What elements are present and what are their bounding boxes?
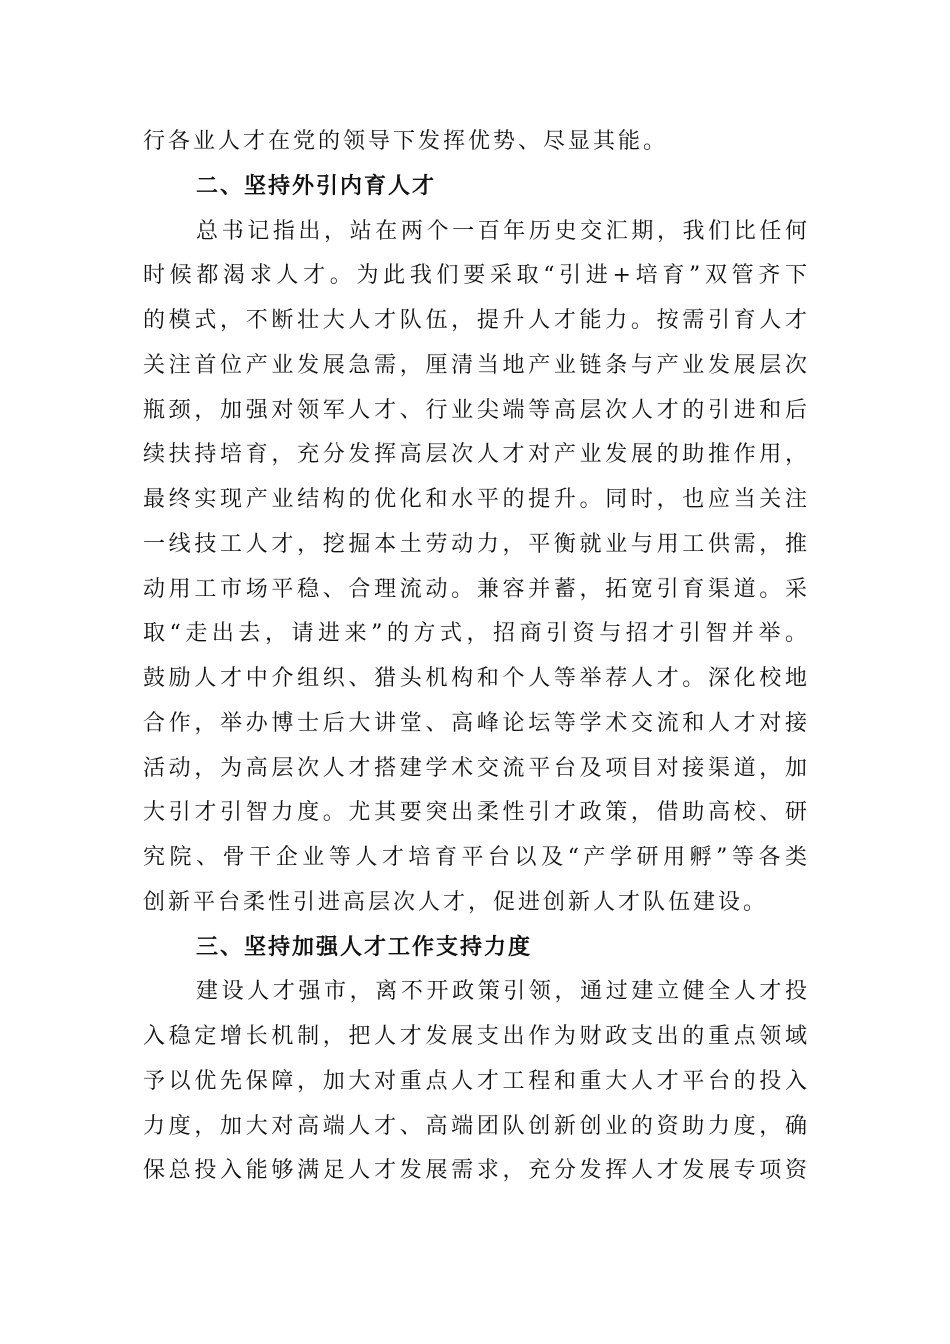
text-line: 鼓励人才中介组织、猎头机构和个人等举荐人才。深化校地: [143, 666, 808, 691]
text-line: 创新平台柔性引进高层次人才，促进创新人才队伍建设。: [143, 889, 769, 915]
document-page: [143, 120, 808, 1194]
section-2: [143, 165, 808, 926]
text-line: 瓶颈，加强对领军人才、行业尖端等高层次人才的引进和后: [143, 397, 808, 423]
text-line: 保总投入能够满足人才发展需求，充分发挥人才发展专项资: [143, 1158, 808, 1184]
text-line: 予以优先保障，加大对重点人才工程和重大人才平台的投入: [143, 1068, 808, 1094]
text-line: 的模式，不断壮大人才队伍，提升人才能力。按需引育人才: [143, 308, 808, 333]
text-line: 行各业人才在党的领导下发挥优势、尽显其能。: [143, 129, 669, 154]
text-line: 一线技工人才，挖掘本土劳动力，平衡就业与用工供需，推: [143, 531, 808, 557]
section-3: [143, 926, 808, 1195]
text-line: 力度，加大对高端人才、高端团队创新创业的资助力度，确: [143, 1113, 808, 1139]
text-line: 续扶持培育，充分发挥高层次人才对产业发展的助推作用，: [143, 442, 808, 468]
section-heading: 二、坚持外引内育人才: [196, 173, 437, 199]
text-line: 时候都渴求人才。为此我们要采取“引进+培育”双管齐下: [143, 263, 808, 289]
text-line: 入稳定增长机制，把人才发展支出作为财政支出的重点领域: [143, 1024, 808, 1049]
text-line: 取“走出去，请进来”的方式，招商引资与招才引智并举。: [143, 621, 808, 647]
text-line: 活动，为高层次人才搭建学术交流平台及项目对接渠道，加: [143, 755, 808, 781]
text-line: 动用工市场平稳、合理流动。兼容并蓄，拓宽引育渠道。采: [143, 576, 808, 602]
continued-paragraph: [143, 120, 808, 165]
text-line: 大引才引智力度。尤其要突出柔性引才政策，借助高校、研: [143, 800, 808, 826]
text-line: 最终实现产业结构的优化和水平的提升。同时，也应当关注: [143, 487, 808, 512]
text-line: 总书记指出，站在两个一百年历史交汇期，我们比任何: [196, 218, 808, 244]
text-line: 合作，举办博士后大讲堂、高峰论坛等学术交流和人才对接: [143, 710, 808, 736]
section-2-paragraph: [143, 210, 808, 926]
text-line: 关注首位产业发展急需，厘清当地产业链条与产业发展层次: [143, 352, 808, 378]
section-heading: 三、坚持加强人才工作支持力度: [196, 934, 533, 960]
text-line: 建设人才强市，离不开政策引领，通过建立健全人才投: [196, 979, 808, 1005]
text-line: 究院、骨干企业等人才培育平台以及“产学研用孵”等各类: [143, 845, 808, 870]
section-3-paragraph: [143, 970, 808, 1194]
